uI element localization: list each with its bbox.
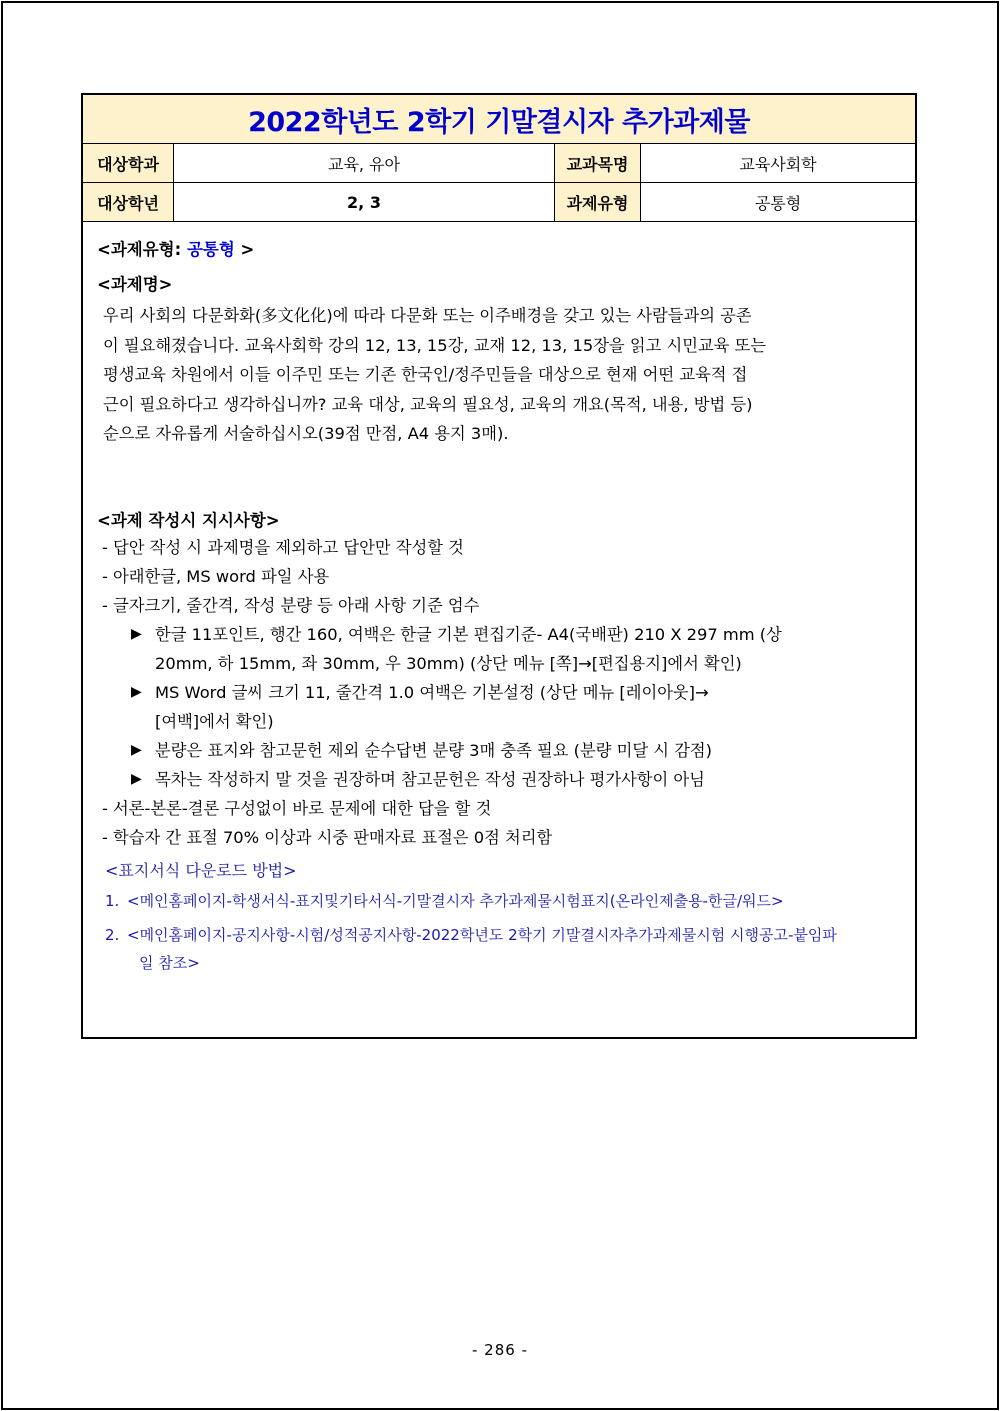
page-number: - 286 - [472,1341,528,1359]
instruction-item: - 학습자 간 표절 70% 이상과 시중 판매자료 표절은 0점 처리함 [102,827,553,847]
dept-label: 대상학과 [83,144,174,182]
info-row-2 [83,183,915,222]
triangle-right-icon: ▶ [131,625,142,642]
triangle-right-icon: ▶ [131,770,142,787]
download-item-1 [97,887,899,915]
instruction-item: - 답안 작성 시 과제명을 제외하고 답안만 작성할 것 [102,537,464,557]
instructions-list [97,533,899,852]
instruction-subitem [97,765,899,794]
assignment-document [81,93,917,1039]
instruction-subitem [97,620,899,678]
assignment-line-5: 순으로 자유롭게 서술하십시오(39점 만점, A4 용지 3매). [103,424,509,443]
year-value: 2, 3 [174,183,555,221]
assignment-line-2: 이 필요해졌습니다. 교육사회학 강의 12, 13, 15강, 교재 12, 13, 15장을 읽고 시민교육 또는 [103,335,767,355]
download-item-2 [97,921,899,949]
assignment-type-prefix: <과제유형: [97,240,187,259]
subitem-line: 20mm, 하 15mm, 좌 30mm, 우 30mm) (상단 메뉴 [쪽]→[편집용지]에서 확인) [155,653,742,673]
download-item-text: <메인홈페이지-학생서식-표지및기타서식-기말결시자 추가과제물시험표지(온라인제출용-한글/워드> [127,891,784,910]
assignment-name-heading: <과제명> [97,275,173,294]
instruction-subitem [97,736,899,765]
subitem-line: 분량은 표지와 참고문헌 제외 순수답변 분량 3매 충족 필요 (분량 미달 시 감점) [155,740,713,760]
assignment-type-value: 공통형 [186,240,235,259]
assignment-type-line [97,236,899,260]
triangle-right-icon: ▶ [131,683,142,700]
download-heading: <표지서식 다운로드 방법> [105,860,297,880]
download-item-text: <메인홈페이지-공지사항-시험/성적공지사항-2022학년도 2학기 기말결시자추가과제물시험 시행공고-붙임파 [127,925,837,944]
assignment-name-text [97,301,899,449]
download-item-2-continued: 일 참조> [139,953,200,972]
instruction-item: - 아래한글, MS word 파일 사용 [102,566,330,586]
assignment-line-4: 근이 필요하다고 생각하십니까? 교육 대상, 교육의 필요성, 교육의 개요(목적, 내용, 방법 등) [103,394,753,414]
document-title: 2022학년도 2학기 기말결시자 추가과제물 [83,95,915,144]
course-value: 교육사회학 [739,154,817,174]
assignment-line-3: 평생교육 차원에서 이들 이주민 또는 기존 한국인/정주민들을 대상으로 현재 어떤 교육적 접 [103,365,748,384]
course-label: 교과목명 [555,144,641,182]
instruction-item: - 서론-본론-결론 구성없이 바로 문제에 대한 답을 할 것 [102,798,492,818]
download-list [97,887,899,977]
download-item-number: 2. [105,925,120,944]
document-body [83,236,915,977]
dept-value: 교육, 유아 [174,144,555,182]
year-label: 대상학년 [83,183,174,221]
subitem-line: 한글 11포인트, 행간 160, 여백은 한글 기본 편집기준- A4(국배판) 210 X 297 mm (상 [155,624,782,644]
instruction-subitem [97,678,899,736]
info-row-1 [83,144,915,183]
type-value: 공통형 [754,193,802,213]
subitem-line: 목차는 작성하지 말 것을 권장하며 참고문헌은 작성 권장하나 평가사항이 아님 [155,769,705,789]
type-label: 과제유형 [555,183,641,221]
assignment-type-suffix: > [234,240,255,259]
subitem-line: [여백]에서 확인) [155,711,274,731]
assignment-line-1: 우리 사회의 다문화화(多文化化)에 따라 다문화 또는 이주배경을 갖고 있는 사람들과의 공존 [103,306,752,325]
subitem-line: MS Word 글씨 크기 11, 줄간격 1.0 여백은 기본설정 (상단 메뉴 [레이아웃]→ [155,682,709,702]
download-item-number: 1. [105,891,120,910]
instruction-item: - 글자크기, 줄간격, 작성 분량 등 아래 사항 기준 엄수 [102,595,480,615]
triangle-right-icon: ▶ [131,741,142,758]
instructions-heading: <과제 작성시 지시사항> [97,510,280,530]
